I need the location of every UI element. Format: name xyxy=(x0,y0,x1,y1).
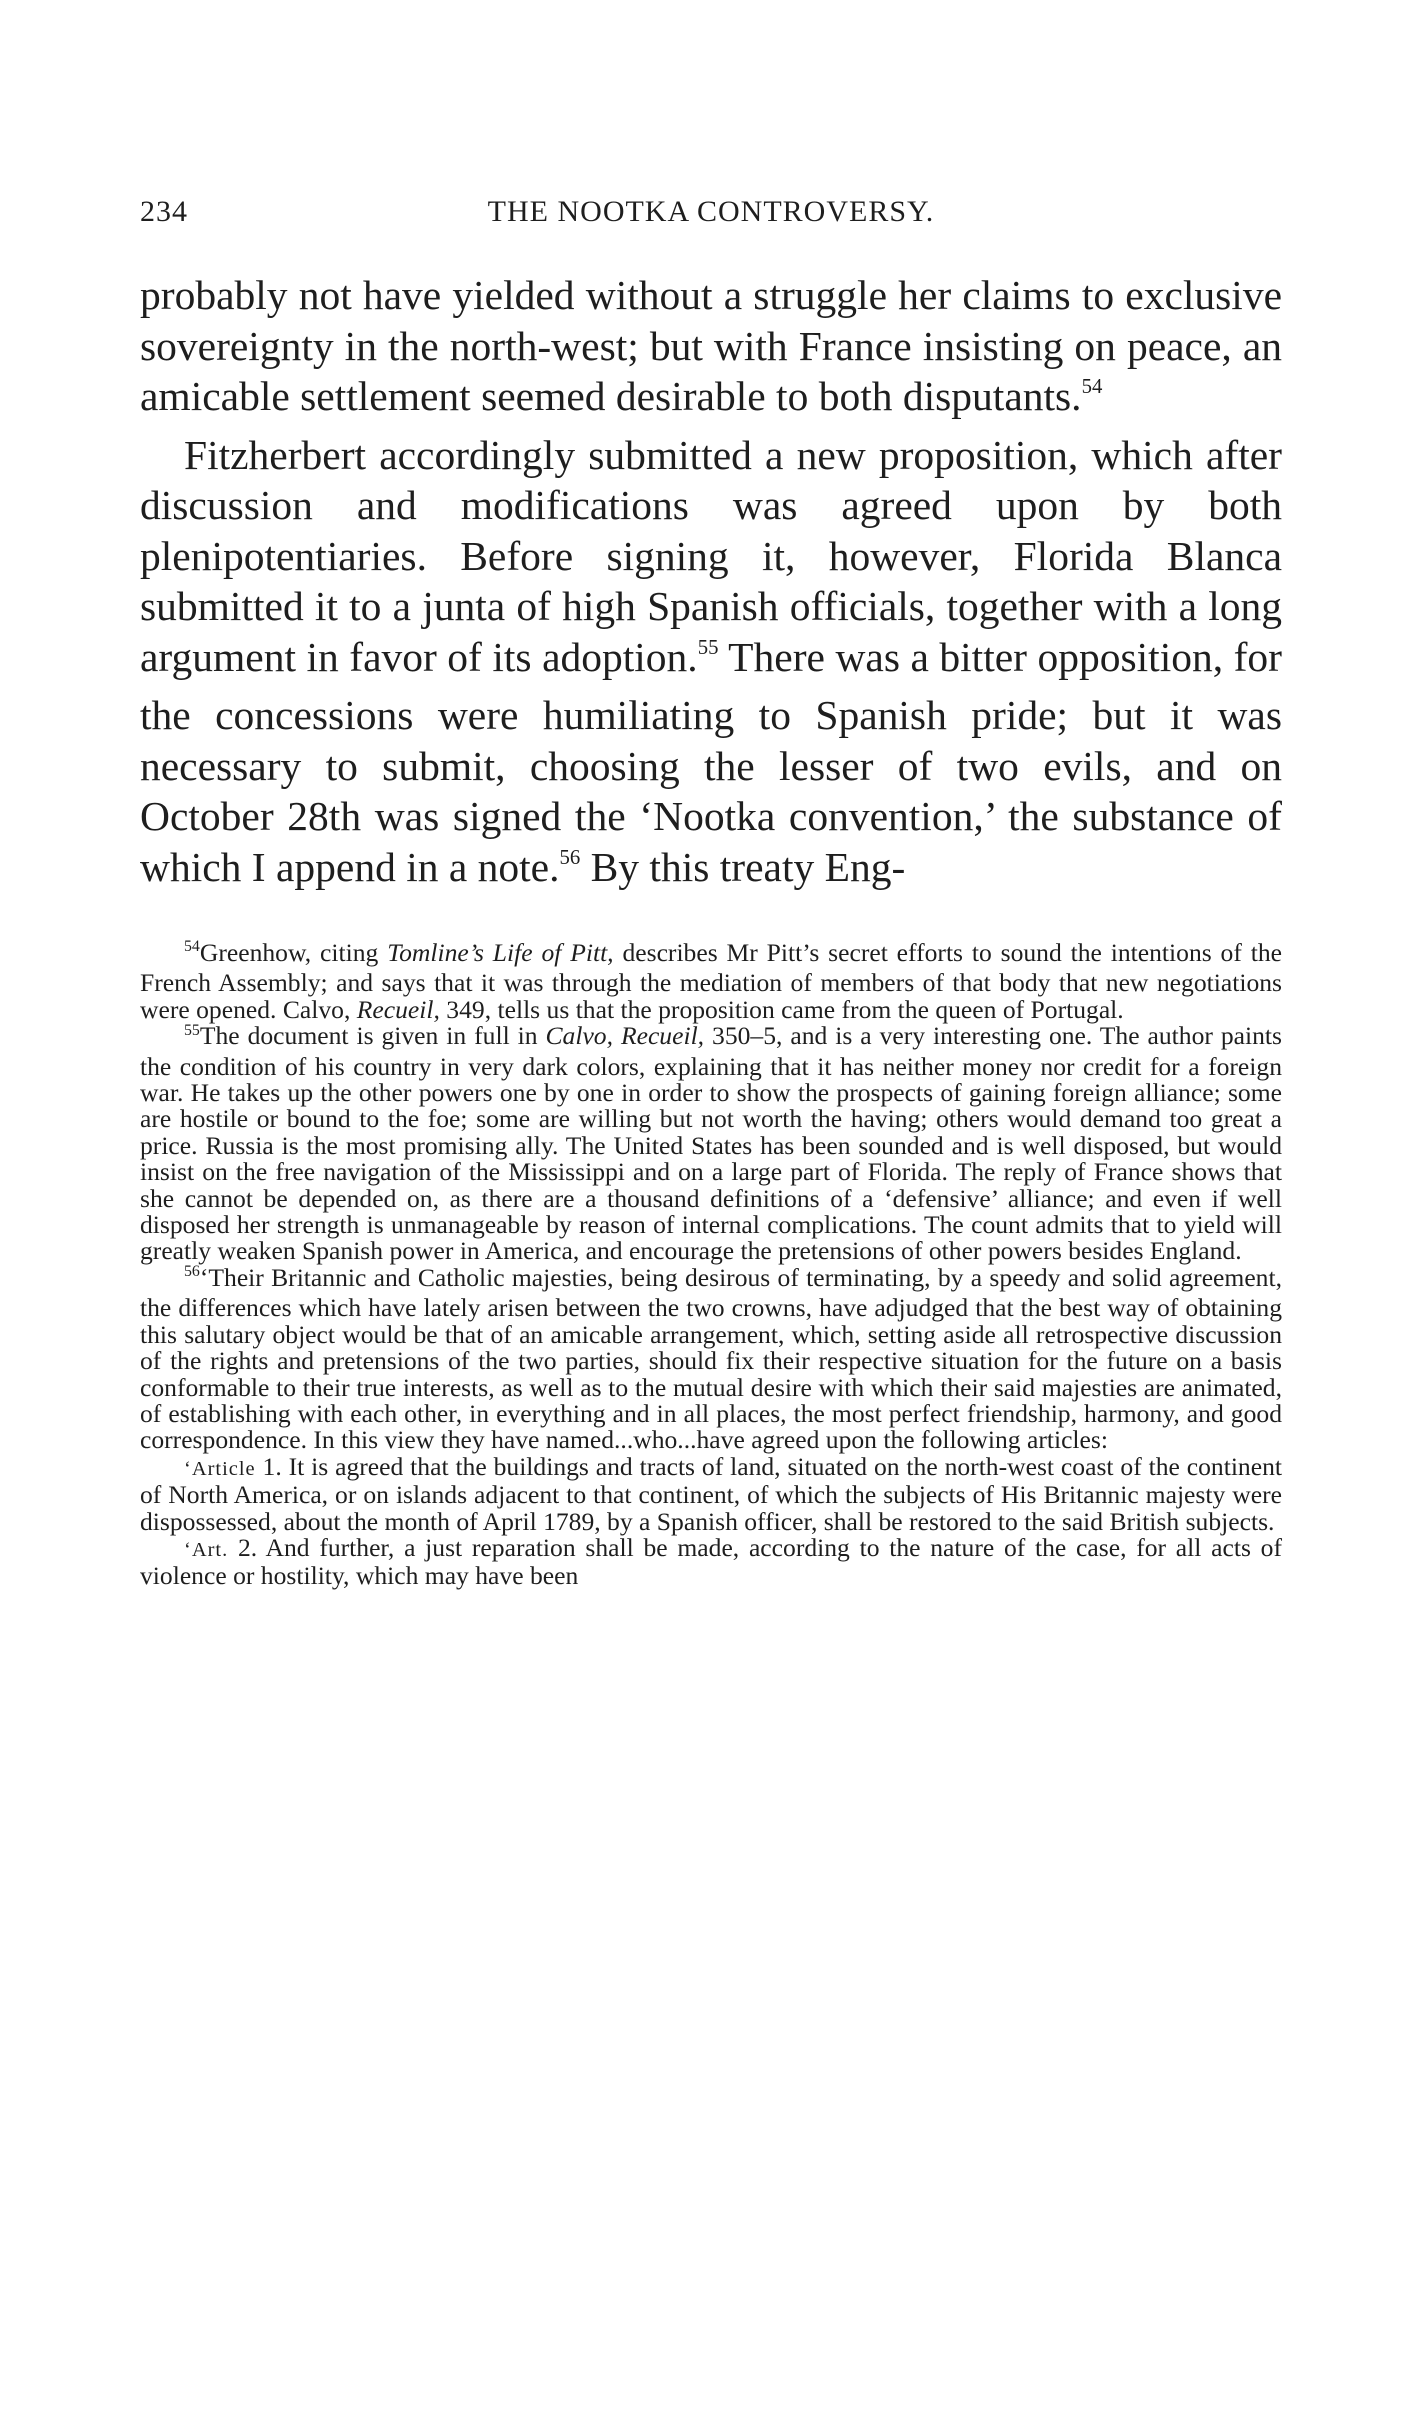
footnote-ref-55[interactable]: 55 xyxy=(697,636,719,659)
footnote-55 xyxy=(140,1023,1282,1265)
footnote-marker: 54 xyxy=(184,938,200,956)
page-header xyxy=(140,195,1282,235)
paragraph-text: By this treaty Eng- xyxy=(580,843,906,890)
article-label: ‘Article xyxy=(184,1457,256,1480)
footnote-article-2 xyxy=(140,1532,1282,1591)
footnote-text: The document is given in full in xyxy=(199,1021,546,1051)
main-text xyxy=(140,270,1282,900)
footnote-text: Greenhow, citing xyxy=(199,938,388,967)
paragraph-text: probably not have yielded without a struggle her claims to exclusive sovereignty in the north-west; but with France insisting on peace, an amicable settlement seemed desirable to both disputants. xyxy=(140,272,1282,419)
footnote-text: 2. And further, a just reparation shall be made, according to the nature of the case, for all acts of violence or hostility, which may have been xyxy=(140,1532,1282,1591)
footnote-text: 1. It is agreed that the buildings and tracts of land, situated on the north-west coast of the continent of North America, or on islands adjacent to that continent, of which the subjects of His Britannic majesty were dispossessed, about the month of April 1789, by a Spanish officer, shall be restored to the said British subjects. xyxy=(140,1451,1282,1536)
footnote-text: 349, tells us that the proposition came from the queen of Portugal. xyxy=(439,994,1124,1024)
footnote-text: describes Mr Pitt’s secret efforts to sound the intentions of the French Assembly; and says that it was through the mediation of members of that body that new negotiations were opened. Calvo, xyxy=(140,938,1283,1024)
footnote-text: ‘Their Britannic and Catholic majesties, being desirous of terminating, by a speedy and solid agreement, the differences which have lately arisen between the two crowns, have adjudged that the best way of obtaining this salutary object would be that of an amicable arrangement, which, setting aside all retrospective discussion of the rights and pretensions of the two parties, should fix their respective situation for the future on a basis conformable to their true interests, as well as to the mutual desire with which their said majesties are animated, of establishing with each other, in everything and in all places, the most perfect friendship, harmony, and good correspondence. In this view they have named...who...have agreed upon the following articles: xyxy=(140,1262,1282,1455)
footnote-56 xyxy=(140,1262,1282,1455)
footnotes xyxy=(140,940,1282,1590)
cited-work: Calvo, Recueil, xyxy=(545,1021,705,1051)
paragraph-text: Fitzherbert accordingly submitted a new proposition, which after discussion and modifications was agreed upon by both plenipotentiaries. Before signing it, however, Florida Blanca submitted it to a junta of high Spanish officials, together with a long argument in favor of its adoption. xyxy=(140,431,1282,680)
article-label: ‘Art. xyxy=(184,1538,229,1561)
footnote-text: 350–5, and is a very interesting one. The author paints the condition of his country in very dark colors, explaining that it has neither money nor credit for a foreign war. He takes up the other powers one by one in order to show the prospects of gaining foreign alliance; some are hostile or bound to the foe; some are willing but not worth the having; others would demand too great a price. Russia is the most promising ally. The United States has been sounded and is well disposed, but would insist on the free navigation of the Mississippi and on a large part of Florida. The reply of France shows that she cannot be depended on, as there are a thousand definitions of a ‘defensive’ alliance; and even if well disposed her strength is unmanageable by reason of internal complications. The count admits that to yield will greatly weaken Spanish power in America, and encourage the pretensions of other powers besides England. xyxy=(140,1021,1282,1266)
footnote-article-1 xyxy=(140,1451,1282,1536)
book-page xyxy=(140,195,1282,1590)
footnote-54 xyxy=(140,940,1282,1023)
paragraph-continuation xyxy=(140,270,1282,430)
footnote-marker: 56 xyxy=(184,1263,200,1281)
paragraph-text: There was a bitter opposition, for the concessions were humiliating to Spanish pride; but it was necessary to submit, choosing the lesser of two evils, and on October 28th was signed the ‘Nootka convention,’ the substance of which I append in a note. xyxy=(140,633,1282,890)
cited-work: Recueil, xyxy=(356,994,440,1024)
paragraph-fitzherbert xyxy=(140,430,1282,901)
footnote-marker: 55 xyxy=(184,1021,200,1039)
footnote-ref-56[interactable]: 56 xyxy=(559,846,581,869)
footnote-ref-54[interactable]: 54 xyxy=(1081,376,1103,399)
cited-work: Tomline’s Life of Pitt, xyxy=(387,938,614,967)
running-title: THE NOOTKA CONTROVERSY. xyxy=(487,195,935,228)
page-number: 234 xyxy=(140,195,188,228)
